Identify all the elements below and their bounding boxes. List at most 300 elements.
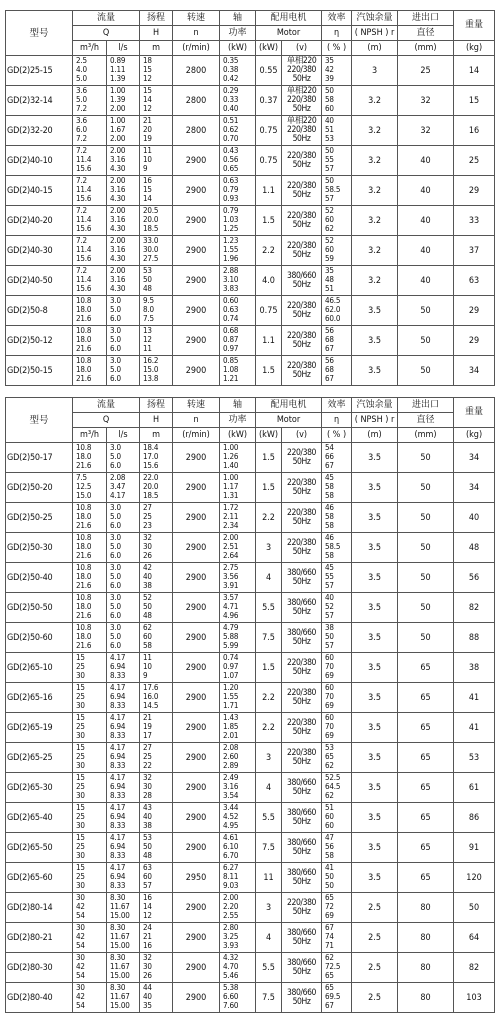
cell-model: GD(2)50-50	[6, 593, 73, 623]
cell-n: 2900	[173, 683, 220, 713]
unit-npsh: (m)	[352, 41, 398, 56]
cell-q2: 2.00 3.16 4.30	[107, 146, 140, 176]
cell-port: 50	[398, 443, 454, 473]
cell-shaft: 2.00 2.20 2.55	[220, 893, 256, 923]
cell-kw: 2.2	[256, 683, 282, 713]
cell-h: 21 19 17	[140, 713, 173, 743]
cell-shaft: 6.27 8.11 9.03	[220, 863, 256, 893]
unit-motor-v: (v)	[282, 41, 322, 56]
cell-kw: 4.0	[256, 266, 282, 296]
cell-eff: 38 50 57	[322, 623, 352, 653]
cell-model: GD(2)80-30	[6, 953, 73, 983]
cell-n: 2900	[173, 923, 220, 953]
cell-npsh: 3.5	[352, 713, 398, 743]
cell-q2: 1.00 1.67 2.00	[107, 116, 140, 146]
cell-voltage: 220/380 50Hz	[282, 146, 322, 176]
cell-npsh: 2.5	[352, 983, 398, 1013]
table-row	[6, 473, 495, 503]
cell-model: GD(2)32-20	[6, 116, 73, 146]
cell-q1: 7.5 12.5 15.0	[73, 473, 107, 503]
cell-h: 22.0 20.0 18.5	[140, 473, 173, 503]
cell-n: 2900	[173, 326, 220, 356]
cell-npsh: 3.5	[352, 296, 398, 326]
cell-shaft: 4.61 6.10 6.70	[220, 833, 256, 863]
unit-motor-v: (v)	[282, 428, 322, 443]
cell-h: 18 15 12	[140, 56, 173, 86]
header-flow: 流量	[73, 398, 140, 413]
cell-q2: 4.17 6.94 8.33	[107, 773, 140, 803]
cell-voltage: 单相220 220/380 50Hz	[282, 56, 322, 86]
cell-model: GD(2)50-25	[6, 503, 73, 533]
cell-model: GD(2)40-30	[6, 236, 73, 266]
cell-eff: 60 70 69	[322, 713, 352, 743]
unit-speed: (r/min)	[173, 41, 220, 56]
cell-h: 32 30 28	[140, 773, 173, 803]
cell-q2: 4.17 6.94 8.33	[107, 653, 140, 683]
cell-model: GD(2)65-50	[6, 833, 73, 863]
header-flow-symbol: Q	[73, 26, 140, 41]
unit-motor-kw: (kW)	[256, 428, 282, 443]
header-eff: 效率	[322, 11, 352, 26]
cell-q2: 8.30 11.67 15.00	[107, 953, 140, 983]
cell-port: 65	[398, 653, 454, 683]
cell-q1: 7.2 11.4 15.6	[73, 146, 107, 176]
cell-voltage: 220/380 50Hz	[282, 653, 322, 683]
cell-voltage: 220/380 50Hz	[282, 443, 322, 473]
cell-eff: 65 72 69	[322, 893, 352, 923]
cell-weight: 34	[454, 443, 495, 473]
cell-model: GD(2)32-14	[6, 86, 73, 116]
unit-port: (mm)	[398, 428, 454, 443]
cell-voltage: 380/660 50Hz	[282, 953, 322, 983]
unit-flow-ls: l/s	[107, 41, 140, 56]
cell-eff: 50 58.5 57	[322, 176, 352, 206]
cell-q1: 15 25 30	[73, 743, 107, 773]
cell-eff: 52 60 62	[322, 206, 352, 236]
cell-q1: 2.5 4.0 5.0	[73, 56, 107, 86]
cell-port: 50	[398, 356, 454, 386]
cell-n: 2900	[173, 176, 220, 206]
cell-q1: 30 42 54	[73, 983, 107, 1013]
table-row	[6, 713, 495, 743]
cell-weight: 103	[454, 983, 495, 1013]
cell-n: 2900	[173, 953, 220, 983]
cell-q2: 3.0 5.0 6.0	[107, 503, 140, 533]
header-flow-symbol: Q	[73, 413, 140, 428]
cell-n: 2900	[173, 266, 220, 296]
cell-weight: 56	[454, 563, 495, 593]
cell-npsh: 3.2	[352, 206, 398, 236]
cell-q1: 7.2 11.4 15.6	[73, 206, 107, 236]
cell-h: 43 40 38	[140, 803, 173, 833]
header-shaft-power: 功率	[220, 413, 256, 428]
cell-npsh: 3.5	[352, 623, 398, 653]
cell-model: GD(2)65-40	[6, 803, 73, 833]
cell-weight: 82	[454, 593, 495, 623]
table-row	[6, 623, 495, 653]
cell-weight: 48	[454, 533, 495, 563]
cell-npsh: 2.5	[352, 923, 398, 953]
table-row	[6, 356, 495, 386]
cell-voltage: 220/380 50Hz	[282, 176, 322, 206]
cell-h: 11 10 9	[140, 146, 173, 176]
cell-n: 2900	[173, 983, 220, 1013]
cell-model: GD(2)50-12	[6, 326, 73, 356]
cell-q2: 4.17 6.94 8.33	[107, 713, 140, 743]
header-speed: 转速	[173, 398, 220, 413]
cell-shaft: 2.75 3.56 3.91	[220, 563, 256, 593]
table-row	[6, 593, 495, 623]
table-row	[6, 146, 495, 176]
cell-h: 15 14 12	[140, 86, 173, 116]
cell-q2: 2.00 3.16 4.30	[107, 236, 140, 266]
cell-kw: 4	[256, 773, 282, 803]
cell-weight: 38	[454, 653, 495, 683]
cell-shaft: 1.43 1.85 2.01	[220, 713, 256, 743]
cell-shaft: 0.79 1.03 1.25	[220, 206, 256, 236]
unit-shaft: (kW)	[220, 428, 256, 443]
header-shaft: 轴	[220, 11, 256, 26]
cell-voltage: 220/380 50Hz	[282, 743, 322, 773]
cell-npsh: 3.5	[352, 803, 398, 833]
cell-port: 65	[398, 863, 454, 893]
cell-q2: 3.0 5.0 6.0	[107, 296, 140, 326]
cell-npsh: 3.5	[352, 683, 398, 713]
cell-kw: 5.5	[256, 803, 282, 833]
cell-eff: 53 65 62	[322, 743, 352, 773]
cell-weight: 86	[454, 803, 495, 833]
unit-head: m	[140, 428, 173, 443]
cell-weight: 53	[454, 743, 495, 773]
cell-voltage: 380/660 50Hz	[282, 803, 322, 833]
cell-model: GD(2)50-8	[6, 296, 73, 326]
table-2-body	[6, 443, 495, 1013]
unit-motor-kw: (kW)	[256, 41, 282, 56]
cell-shaft: 5.38 6.60 7.60	[220, 983, 256, 1013]
cell-voltage: 220/380 50Hz	[282, 296, 322, 326]
cell-voltage: 380/660 50Hz	[282, 593, 322, 623]
cell-voltage: 单相220 220/380 50Hz	[282, 116, 322, 146]
cell-q2: 2.00 3.16 4.30	[107, 206, 140, 236]
cell-eff: 62 72.5 65	[322, 953, 352, 983]
cell-shaft: 0.63 0.79 0.93	[220, 176, 256, 206]
cell-shaft: 2.49 3.16 3.54	[220, 773, 256, 803]
header-port: 进出口	[398, 11, 454, 26]
cell-weight: 91	[454, 833, 495, 863]
cell-npsh: 3.5	[352, 653, 398, 683]
cell-eff: 52 60 59	[322, 236, 352, 266]
cell-eff: 45 55 57	[322, 563, 352, 593]
header-npsh: 汽蚀余量	[352, 11, 398, 26]
table-row	[6, 983, 495, 1013]
cell-n: 2800	[173, 86, 220, 116]
cell-h: 16.2 15.0 13.8	[140, 356, 173, 386]
header-head-symbol: H	[140, 26, 173, 41]
cell-h: 44 40 35	[140, 983, 173, 1013]
cell-shaft: 3.44 4.52 4.95	[220, 803, 256, 833]
header-motor: 配用电机	[256, 398, 322, 413]
cell-voltage: 220/380 50Hz	[282, 893, 322, 923]
cell-npsh: 3.2	[352, 116, 398, 146]
cell-eff: 65 69.5 67	[322, 983, 352, 1013]
cell-voltage: 220/380 50Hz	[282, 236, 322, 266]
cell-voltage: 220/380 50Hz	[282, 713, 322, 743]
cell-q1: 7.2 11.4 15.6	[73, 266, 107, 296]
cell-q2: 8.30 11.67 15.00	[107, 923, 140, 953]
table-row	[6, 86, 495, 116]
cell-n: 2900	[173, 533, 220, 563]
unit-npsh: (m)	[352, 428, 398, 443]
cell-weight: 34	[454, 356, 495, 386]
cell-q2: 4.17 6.94 8.33	[107, 743, 140, 773]
cell-shaft: 4.79 5.88 5.99	[220, 623, 256, 653]
cell-q1: 10.8 18.0 21.6	[73, 593, 107, 623]
cell-npsh: 3.5	[352, 356, 398, 386]
unit-weight: (kg)	[454, 41, 495, 56]
cell-shaft: 0.68 0.87 0.97	[220, 326, 256, 356]
cell-port: 50	[398, 623, 454, 653]
cell-n: 2800	[173, 116, 220, 146]
cell-q2: 2.08 3.47 4.17	[107, 473, 140, 503]
table-row	[6, 236, 495, 266]
cell-h: 52 50 48	[140, 593, 173, 623]
pump-spec-table-2	[5, 397, 495, 1013]
cell-q1: 10.8 18.0 21.6	[73, 296, 107, 326]
cell-q2: 0.89 1.11 1.39	[107, 56, 140, 86]
unit-head: m	[140, 41, 173, 56]
cell-q1: 7.2 11.4 15.6	[73, 236, 107, 266]
table-row	[6, 326, 495, 356]
unit-speed: (r/min)	[173, 428, 220, 443]
cell-q1: 30 42 54	[73, 953, 107, 983]
cell-port: 50	[398, 473, 454, 503]
cell-n: 2900	[173, 443, 220, 473]
unit-flow-m3h: m³/h	[73, 428, 107, 443]
cell-weight: 41	[454, 713, 495, 743]
table-row	[6, 683, 495, 713]
unit-weight: (kg)	[454, 428, 495, 443]
cell-kw: 1.5	[256, 473, 282, 503]
table-row	[6, 296, 495, 326]
cell-port: 40	[398, 206, 454, 236]
cell-h: 21 20 19	[140, 116, 173, 146]
cell-kw: 7.5	[256, 833, 282, 863]
cell-q1: 10.8 18.0 21.6	[73, 503, 107, 533]
cell-port: 50	[398, 563, 454, 593]
cell-q2: 3.0 5.0 6.0	[107, 356, 140, 386]
table-row	[6, 803, 495, 833]
table-row	[6, 116, 495, 146]
cell-kw: 0.55	[256, 56, 282, 86]
cell-kw: 7.5	[256, 623, 282, 653]
cell-weight: 120	[454, 863, 495, 893]
header-head: 扬程	[140, 11, 173, 26]
cell-kw: 0.75	[256, 296, 282, 326]
cell-weight: 37	[454, 236, 495, 266]
cell-kw: 2.2	[256, 713, 282, 743]
pump-spec-table-1	[5, 10, 495, 386]
cell-h: 18.4 17.0 15.6	[140, 443, 173, 473]
cell-eff: 50 55 57	[322, 146, 352, 176]
cell-npsh: 3.2	[352, 176, 398, 206]
cell-model: GD(2)40-50	[6, 266, 73, 296]
cell-eff: 52.5 64.5 62	[322, 773, 352, 803]
header-speed-symbol: n	[173, 26, 220, 41]
cell-h: 20.5 20.0 18.5	[140, 206, 173, 236]
cell-q1: 15 25 30	[73, 803, 107, 833]
cell-port: 80	[398, 953, 454, 983]
cell-h: 16 15 14	[140, 176, 173, 206]
cell-eff: 46 58.5 58	[322, 533, 352, 563]
cell-npsh: 3.2	[352, 146, 398, 176]
cell-kw: 1.1	[256, 176, 282, 206]
cell-q1: 15 25 30	[73, 683, 107, 713]
cell-weight: 50	[454, 893, 495, 923]
cell-h: 16 14 12	[140, 893, 173, 923]
cell-h: 11 10 9	[140, 653, 173, 683]
cell-eff: 46.5 62.0 60.0	[322, 296, 352, 326]
cell-weight: 61	[454, 773, 495, 803]
cell-q1: 7.2 11.4 15.6	[73, 176, 107, 206]
cell-port: 65	[398, 773, 454, 803]
cell-q2: 3.0 5.0 6.0	[107, 443, 140, 473]
cell-n: 2900	[173, 803, 220, 833]
header-npsh: 汽蚀余量	[352, 398, 398, 413]
cell-n: 2900	[173, 593, 220, 623]
cell-weight: 15	[454, 86, 495, 116]
cell-voltage: 220/380 50Hz	[282, 326, 322, 356]
cell-eff: 67 74 71	[322, 923, 352, 953]
cell-port: 40	[398, 266, 454, 296]
cell-npsh: 2.5	[352, 893, 398, 923]
cell-shaft: 1.00 1.26 1.40	[220, 443, 256, 473]
cell-eff: 54 66 67	[322, 443, 352, 473]
cell-port: 65	[398, 683, 454, 713]
cell-port: 65	[398, 803, 454, 833]
cell-npsh: 3.5	[352, 743, 398, 773]
cell-voltage: 220/380 50Hz	[282, 683, 322, 713]
cell-voltage: 单相220 220/380 50Hz	[282, 86, 322, 116]
header-weight: 重量	[454, 398, 495, 428]
cell-n: 2900	[173, 743, 220, 773]
cell-model: GD(2)80-21	[6, 923, 73, 953]
cell-shaft: 4.32 4.70 5.46	[220, 953, 256, 983]
cell-h: 13 12 11	[140, 326, 173, 356]
cell-model: GD(2)65-30	[6, 773, 73, 803]
cell-port: 25	[398, 56, 454, 86]
header-flow: 流量	[73, 11, 140, 26]
cell-q2: 2.00 3.16 4.30	[107, 266, 140, 296]
cell-q2: 2.00 3.16 4.30	[107, 176, 140, 206]
cell-q1: 10.8 18.0 21.6	[73, 443, 107, 473]
cell-kw: 1.5	[256, 443, 282, 473]
cell-port: 80	[398, 923, 454, 953]
header-model: 型号	[6, 398, 73, 443]
unit-eff: ( % )	[322, 41, 352, 56]
cell-eff: 46 58 58	[322, 503, 352, 533]
cell-n: 2950	[173, 863, 220, 893]
cell-q1: 3.6 5.0 7.2	[73, 86, 107, 116]
table-row	[6, 833, 495, 863]
table-row	[6, 206, 495, 236]
cell-model: GD(2)40-10	[6, 146, 73, 176]
cell-model: GD(2)25-15	[6, 56, 73, 86]
cell-voltage: 380/660 50Hz	[282, 923, 322, 953]
cell-model: GD(2)80-40	[6, 983, 73, 1013]
cell-model: GD(2)50-17	[6, 443, 73, 473]
cell-q2: 3.0 5.0 6.0	[107, 326, 140, 356]
cell-port: 50	[398, 593, 454, 623]
cell-eff: 56 68 67	[322, 356, 352, 386]
cell-h: 33.0 30.0 27.5	[140, 236, 173, 266]
cell-q2: 3.0 5.0 6.0	[107, 533, 140, 563]
cell-npsh: 3.5	[352, 563, 398, 593]
cell-shaft: 1.00 1.17 1.31	[220, 473, 256, 503]
cell-model: GD(2)65-19	[6, 713, 73, 743]
header-speed: 转速	[173, 11, 220, 26]
cell-weight: 63	[454, 266, 495, 296]
cell-eff: 41 50 50	[322, 863, 352, 893]
cell-h: 53 50 48	[140, 833, 173, 863]
cell-eff: 35 42 39	[322, 56, 352, 86]
table-row	[6, 923, 495, 953]
header-head-symbol: H	[140, 413, 173, 428]
cell-h: 24 21 16	[140, 923, 173, 953]
cell-shaft: 0.35 0.38 0.42	[220, 56, 256, 86]
cell-q2: 8.30 11.67 15.00	[107, 893, 140, 923]
table-row	[6, 653, 495, 683]
cell-model: GD(2)40-15	[6, 176, 73, 206]
table-row	[6, 743, 495, 773]
cell-shaft: 1.72 2.11 2.34	[220, 503, 256, 533]
cell-n: 2900	[173, 773, 220, 803]
cell-q1: 30 42 54	[73, 923, 107, 953]
cell-q1: 10.8 18.0 21.6	[73, 533, 107, 563]
cell-shaft: 2.80 3.25 3.93	[220, 923, 256, 953]
cell-shaft: 3.57 4.71 4.96	[220, 593, 256, 623]
cell-eff: 35 48 51	[322, 266, 352, 296]
table-row	[6, 266, 495, 296]
cell-shaft: 2.88 3.10 3.83	[220, 266, 256, 296]
cell-shaft: 2.08 2.60 2.89	[220, 743, 256, 773]
cell-q1: 10.8 18.0 21.6	[73, 356, 107, 386]
cell-voltage: 380/660 50Hz	[282, 833, 322, 863]
cell-eff: 51 60 60	[322, 803, 352, 833]
cell-model: GD(2)50-20	[6, 473, 73, 503]
cell-port: 40	[398, 176, 454, 206]
cell-kw: 3	[256, 743, 282, 773]
cell-h: 9.5 8.0 7.5	[140, 296, 173, 326]
table-row	[6, 953, 495, 983]
cell-eff: 45 58 58	[322, 473, 352, 503]
cell-model: GD(2)50-40	[6, 563, 73, 593]
cell-shaft: 0.51 0.62 0.70	[220, 116, 256, 146]
cell-voltage: 380/660 50Hz	[282, 623, 322, 653]
cell-shaft: 0.43 0.56 0.65	[220, 146, 256, 176]
cell-npsh: 3.5	[352, 833, 398, 863]
cell-weight: 29	[454, 326, 495, 356]
unit-eff: ( % )	[322, 428, 352, 443]
header-port-diameter: 直径	[398, 26, 454, 41]
cell-kw: 1.5	[256, 356, 282, 386]
cell-eff: 50 58 60	[322, 86, 352, 116]
table-row	[6, 176, 495, 206]
header-port: 进出口	[398, 398, 454, 413]
cell-kw: 0.75	[256, 116, 282, 146]
header-motor: 配用电机	[256, 11, 322, 26]
cell-q2: 8.30 11.67 15.00	[107, 983, 140, 1013]
cell-q1: 10.8 18.0 21.6	[73, 326, 107, 356]
